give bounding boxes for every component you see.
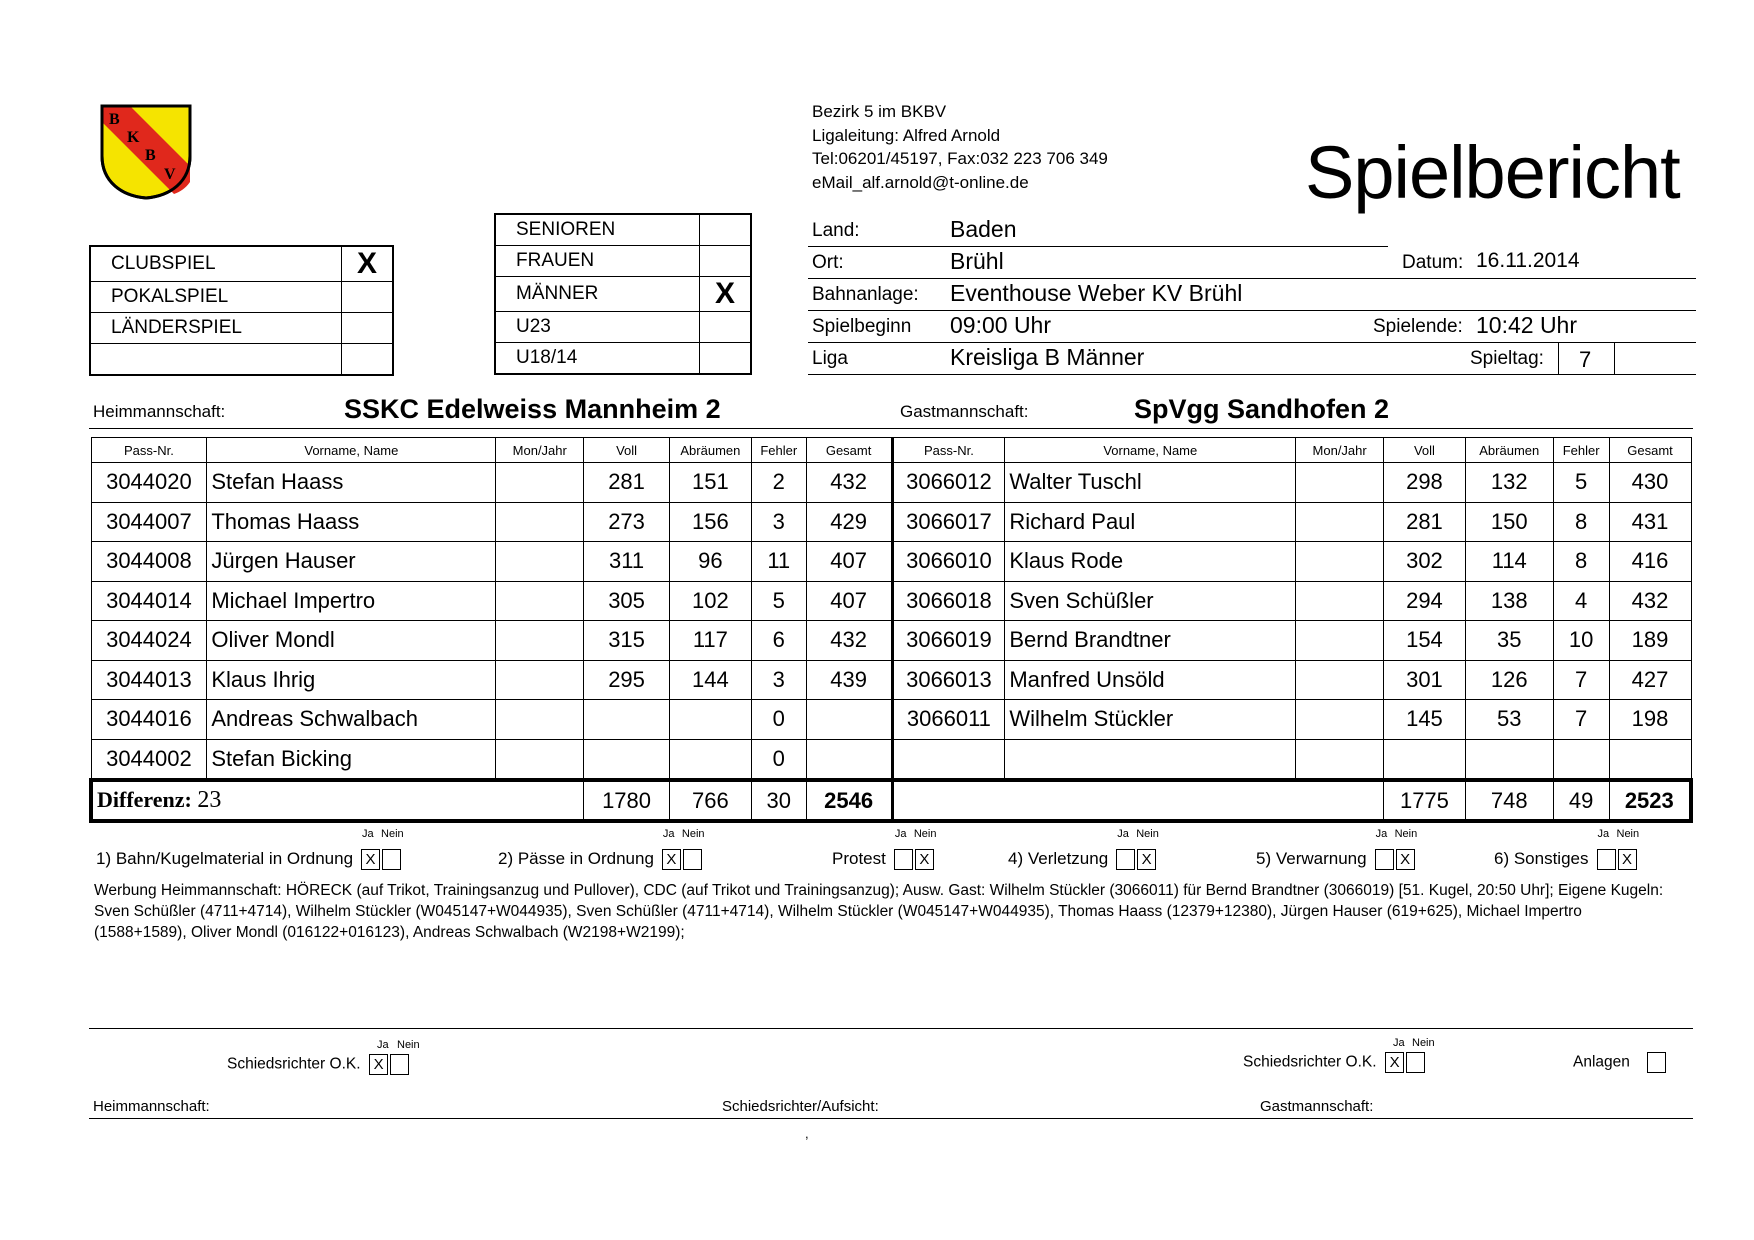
guest-voll-cell[interactable]: 154 — [1384, 621, 1466, 661]
divider — [1614, 342, 1615, 374]
check-label: 1) Bahn/Kugelmaterial in Ordnung — [96, 849, 354, 868]
divider — [1558, 342, 1559, 374]
home-gesamt-cell[interactable]: 407 — [806, 542, 892, 582]
check-item — [832, 849, 936, 870]
nein-label: Nein — [1394, 828, 1418, 841]
referee-ok-label: Schiedsrichter O.K. — [1243, 1053, 1377, 1071]
score-table — [89, 437, 1693, 823]
home-total-abraeumen[interactable]: 766 — [669, 780, 751, 821]
ja-checkbox[interactable] — [1597, 849, 1616, 870]
home-team-label: Heimmannschaft: — [93, 402, 226, 421]
guest-mon-jahr-cell[interactable] — [1296, 542, 1384, 582]
home-gesamt-cell[interactable]: 407 — [806, 581, 892, 621]
difference-cell — [91, 780, 584, 821]
ja-label: Ja — [1375, 828, 1388, 841]
guest-fehler-cell[interactable]: 4 — [1553, 581, 1609, 621]
home-team-name[interactable]: SSKC Edelweiss Mannheim 2 — [344, 394, 721, 424]
logo-letter: B — [109, 111, 120, 128]
home-voll-cell[interactable]: 273 — [584, 502, 670, 542]
nein-label: Nein — [1616, 828, 1640, 841]
divider — [89, 428, 1693, 429]
home-mon-jahr-cell[interactable] — [496, 621, 584, 661]
guest-gesamt-cell[interactable]: 198 — [1609, 700, 1691, 740]
signature-referee-label: Schiedsrichter/Aufsicht: — [722, 1098, 879, 1115]
guest-player-name-cell[interactable] — [1005, 739, 1296, 780]
tel-text: Tel:06201/45197, Fax:032 223 706 349 — [812, 149, 1108, 168]
ja-label: Ja — [377, 1039, 389, 1051]
guest-player-name-cell[interactable]: Klaus Rode — [1005, 542, 1296, 582]
guest-pass-nr-cell[interactable]: 3066010 — [892, 542, 1005, 582]
divider — [808, 342, 1696, 343]
home-player-name-cell[interactable]: Thomas Haass — [207, 502, 496, 542]
home-player-name-cell[interactable]: Oliver Mondl — [207, 621, 496, 661]
guest-player-name-cell[interactable]: Wilhelm Stückler — [1005, 700, 1296, 740]
ja-label: Ja — [894, 828, 907, 841]
nein-checkbox[interactable] — [390, 1054, 409, 1075]
spielende-value[interactable]: 10:42 Uhr — [1476, 312, 1578, 338]
referee-ok-home — [227, 1054, 411, 1075]
home-pass-nr-cell[interactable]: 3044014 — [91, 581, 207, 621]
class-label: FRAUEN — [495, 246, 700, 277]
guest-voll-cell[interactable]: 294 — [1384, 581, 1466, 621]
home-abraeumen-cell[interactable]: 144 — [669, 660, 751, 700]
ja-label: Ja — [1597, 828, 1610, 841]
guest-mon-jahr-cell[interactable] — [1296, 581, 1384, 621]
spieltag-label: Spieltag: — [1470, 348, 1544, 369]
home-pass-nr-cell[interactable]: 3044013 — [91, 660, 207, 700]
ort-label: Ort: — [812, 252, 844, 273]
col-header: Mon/Jahr — [496, 438, 584, 463]
home-pass-nr-cell[interactable]: 3044002 — [91, 739, 207, 780]
check-label: 2) Pässe in Ordnung — [498, 849, 654, 868]
check-item — [1256, 849, 1417, 870]
ja-checkbox[interactable]: X — [1385, 1052, 1404, 1073]
home-abraeumen-cell[interactable]: 117 — [669, 621, 751, 661]
match-type-mark[interactable] — [342, 282, 394, 313]
home-fehler-cell[interactable]: 0 — [751, 739, 806, 780]
guest-pass-nr-cell[interactable]: 3066013 — [892, 660, 1005, 700]
guest-abraeumen-cell[interactable]: 126 — [1465, 660, 1553, 700]
home-mon-jahr-cell[interactable] — [496, 739, 584, 780]
match-type-mark[interactable]: X — [342, 246, 394, 282]
col-header: Pass-Nr. — [892, 438, 1005, 463]
guest-mon-jahr-cell[interactable] — [1296, 463, 1384, 503]
col-header: Vorname, Name — [1005, 438, 1296, 463]
col-header: Vorname, Name — [207, 438, 496, 463]
land-label: Land: — [812, 220, 860, 241]
guest-abraeumen-cell[interactable]: 150 — [1465, 502, 1553, 542]
bahnanlage-value[interactable]: Eventhouse Weber KV Brühl — [950, 280, 1243, 306]
spielbeginn-label: Spielbeginn — [812, 316, 912, 337]
home-total-voll[interactable]: 1780 — [584, 780, 670, 821]
class-mark[interactable] — [700, 246, 752, 277]
nein-checkbox[interactable] — [1406, 1052, 1425, 1073]
ja-label: Ja — [662, 828, 675, 841]
home-player-name-cell[interactable]: Klaus Ihrig — [207, 660, 496, 700]
check-label: 6) Sonstiges — [1494, 849, 1589, 868]
ja-checkbox[interactable]: X — [369, 1054, 388, 1075]
home-mon-jahr-cell[interactable] — [496, 502, 584, 542]
guest-pass-nr-cell[interactable] — [892, 739, 1005, 780]
signature-guest-label: Gastmannschaft: — [1260, 1098, 1374, 1115]
logo-letter: B — [145, 147, 156, 164]
guest-gesamt-cell[interactable]: 432 — [1609, 581, 1691, 621]
liga-value[interactable]: Kreisliga B Männer — [950, 344, 1145, 370]
player-row — [91, 660, 1691, 700]
guest-fehler-cell[interactable]: 10 — [1553, 621, 1609, 661]
guest-abraeumen-cell[interactable] — [1465, 739, 1553, 780]
home-total-fehler[interactable]: 30 — [751, 780, 806, 821]
home-voll-cell[interactable]: 315 — [584, 621, 670, 661]
anlagen-checkbox[interactable] — [1647, 1052, 1666, 1073]
player-row — [91, 542, 1691, 582]
col-header: Abräumen — [669, 438, 751, 463]
col-header: Pass-Nr. — [91, 438, 207, 463]
guest-mon-jahr-cell[interactable] — [1296, 700, 1384, 740]
nein-label: Nein — [1136, 828, 1159, 841]
totals-row — [91, 780, 1691, 821]
class-mark[interactable]: X — [700, 277, 752, 312]
guest-fehler-cell[interactable]: 7 — [1553, 660, 1609, 700]
nein-checkbox[interactable]: X — [1618, 849, 1637, 870]
home-player-name-cell[interactable]: Michael Impertro — [207, 581, 496, 621]
home-gesamt-cell[interactable]: 439 — [806, 660, 892, 700]
difference-label: Differenz: — [97, 787, 192, 812]
guest-fehler-cell[interactable]: 8 — [1553, 542, 1609, 582]
guest-team-label: Gastmannschaft: — [900, 402, 1029, 421]
nein-label: Nein — [1412, 1037, 1435, 1049]
guest-player-name-cell[interactable]: Manfred Unsöld — [1005, 660, 1296, 700]
guest-voll-cell[interactable]: 281 — [1384, 502, 1466, 542]
bezirk-text: Bezirk 5 im BKBV — [812, 102, 947, 121]
guest-abraeumen-cell[interactable]: 53 — [1465, 700, 1553, 740]
nein-checkbox[interactable]: X — [1396, 849, 1415, 870]
nein-checkbox[interactable] — [683, 849, 702, 870]
check-label: 5) Verwarnung — [1256, 849, 1367, 868]
home-abraeumen-cell[interactable] — [669, 700, 751, 740]
home-voll-cell[interactable] — [584, 739, 670, 780]
player-row — [91, 739, 1691, 780]
class-label: U18/14 — [495, 343, 700, 375]
home-mon-jahr-cell[interactable] — [496, 581, 584, 621]
class-box — [494, 213, 752, 375]
match-type-label: LÄNDERSPIEL — [90, 313, 342, 344]
home-voll-cell[interactable]: 281 — [584, 463, 670, 503]
ja-checkbox[interactable]: X — [361, 849, 380, 870]
bahnanlage-label: Bahnanlage: — [812, 284, 919, 305]
guest-fehler-cell[interactable]: 5 — [1553, 463, 1609, 503]
guest-pass-nr-cell[interactable]: 3066011 — [892, 700, 1005, 740]
home-gesamt-cell[interactable] — [806, 739, 892, 780]
guest-gesamt-cell[interactable]: 189 — [1609, 621, 1691, 661]
guest-abraeumen-cell[interactable]: 132 — [1465, 463, 1553, 503]
class-mark[interactable] — [700, 343, 752, 375]
guest-total-fehler[interactable]: 49 — [1553, 780, 1609, 821]
class-label: U23 — [495, 312, 700, 343]
guest-mon-jahr-cell[interactable] — [1296, 660, 1384, 700]
guest-voll-cell[interactable]: 298 — [1384, 463, 1466, 503]
guest-total-gesamt[interactable]: 2523 — [1609, 780, 1691, 821]
guest-gesamt-cell[interactable]: 416 — [1609, 542, 1691, 582]
check-label: Protest — [832, 849, 886, 868]
home-mon-jahr-cell[interactable] — [496, 700, 584, 740]
signature-line — [89, 1118, 1693, 1119]
home-fehler-cell[interactable]: 11 — [751, 542, 806, 582]
ja-label: Ja — [1393, 1037, 1405, 1049]
guest-gesamt-cell[interactable] — [1609, 739, 1691, 780]
guest-voll-cell[interactable]: 301 — [1384, 660, 1466, 700]
guest-voll-cell[interactable]: 145 — [1384, 700, 1466, 740]
col-header: Voll — [1384, 438, 1466, 463]
col-header: Fehler — [751, 438, 806, 463]
col-header: Voll — [584, 438, 670, 463]
guest-pass-nr-cell[interactable]: 3066012 — [892, 463, 1005, 503]
home-player-name-cell[interactable]: Jürgen Hauser — [207, 542, 496, 582]
home-fehler-cell[interactable]: 5 — [751, 581, 806, 621]
logo-letter: K — [127, 129, 140, 146]
col-header: Gesamt — [806, 438, 892, 463]
player-row — [91, 621, 1691, 661]
organizer-info — [812, 100, 1108, 194]
player-row — [91, 463, 1691, 503]
match-type-label — [90, 344, 342, 376]
home-fehler-cell[interactable]: 2 — [751, 463, 806, 503]
home-pass-nr-cell[interactable]: 3044024 — [91, 621, 207, 661]
home-abraeumen-cell[interactable] — [669, 739, 751, 780]
home-fehler-cell[interactable]: 6 — [751, 621, 806, 661]
col-header: Mon/Jahr — [1296, 438, 1384, 463]
signature-home-label: Heimmannschaft: — [93, 1098, 210, 1115]
ja-checkbox[interactable]: X — [662, 849, 681, 870]
match-type-label: CLUBSPIEL — [90, 246, 342, 282]
home-player-name-cell[interactable]: Stefan Haass — [207, 463, 496, 503]
home-fehler-cell[interactable]: 3 — [751, 660, 806, 700]
match-type-label: POKALSPIEL — [90, 282, 342, 313]
home-pass-nr-cell[interactable]: 3044016 — [91, 700, 207, 740]
home-player-name-cell[interactable]: Andreas Schwalbach — [207, 700, 496, 740]
guest-fehler-cell[interactable]: 8 — [1553, 502, 1609, 542]
nein-checkbox[interactable]: X — [915, 849, 934, 870]
guest-fehler-cell[interactable] — [1553, 739, 1609, 780]
guest-abraeumen-cell[interactable]: 35 — [1465, 621, 1553, 661]
home-abraeumen-cell[interactable]: 151 — [669, 463, 751, 503]
guest-player-name-cell[interactable]: Richard Paul — [1005, 502, 1296, 542]
class-label: MÄNNER — [495, 277, 700, 312]
guest-voll-cell[interactable]: 302 — [1384, 542, 1466, 582]
class-mark[interactable] — [700, 312, 752, 343]
home-abraeumen-cell[interactable]: 156 — [669, 502, 751, 542]
home-gesamt-cell[interactable]: 429 — [806, 502, 892, 542]
attachments — [1573, 1052, 1668, 1073]
match-type-box — [89, 245, 394, 376]
spielbeginn-value[interactable]: 09:00 Uhr — [950, 312, 1052, 338]
nein-label: Nein — [397, 1039, 420, 1051]
remarks-text: Werbung Heimmannschaft: HÖRECK (auf Trikot, Trainingsanzug und Pullover), CDC (auf Trikot und Trainingsanzug); Ausw. Gast: Wilhelm Stückler (3066011) für Bernd Brandtner (3066019) [51. Kugel, 20:50 Uhr]; Eigene Kugeln: Sven Schüßler (4711+4714), Wilhelm Stückler (W045147+W044935), Sven Schüßler (4711+4714), Wilhelm Stückler (W045147+W044935), Thomas Haass (12379+12380), Jürgen Hauser (619+625), Michael Impertro (1588+1589), Oliver Mondl (016122+016123), Andreas Schwalbach (W2198+W2199); — [94, 882, 1664, 941]
logo-letter: V — [164, 166, 176, 183]
check-label: 4) Verletzung — [1008, 849, 1109, 868]
divider — [808, 278, 1696, 279]
guest-player-name-cell[interactable]: Walter Tuschl — [1005, 463, 1296, 503]
guest-mon-jahr-cell[interactable] — [1296, 502, 1384, 542]
nein-checkbox[interactable] — [382, 849, 401, 870]
guest-pass-nr-cell[interactable]: 3066017 — [892, 502, 1005, 542]
home-abraeumen-cell[interactable]: 102 — [669, 581, 751, 621]
guest-total-spacer — [892, 780, 1384, 821]
home-abraeumen-cell[interactable]: 96 — [669, 542, 751, 582]
guest-team-name[interactable]: SpVgg Sandhofen 2 — [1134, 394, 1390, 424]
guest-total-voll[interactable]: 1775 — [1384, 780, 1466, 821]
home-mon-jahr-cell[interactable] — [496, 660, 584, 700]
liga-label: Liga — [812, 348, 848, 369]
home-total-gesamt[interactable]: 2546 — [806, 780, 892, 821]
guest-mon-jahr-cell[interactable] — [1296, 739, 1384, 780]
home-mon-jahr-cell[interactable] — [496, 463, 584, 503]
home-fehler-cell[interactable]: 0 — [751, 700, 806, 740]
home-player-name-cell[interactable]: Stefan Bicking — [207, 739, 496, 780]
guest-player-name-cell[interactable]: Bernd Brandtner — [1005, 621, 1296, 661]
check-item — [96, 849, 403, 870]
guest-total-abraeumen[interactable]: 748 — [1465, 780, 1553, 821]
divider — [808, 374, 1696, 375]
divider — [808, 246, 1388, 247]
player-row — [91, 581, 1691, 621]
referee-ok-guest — [1243, 1052, 1427, 1073]
referee-ok-label: Schiedsrichter O.K. — [227, 1055, 361, 1073]
guest-gesamt-cell[interactable]: 430 — [1609, 463, 1691, 503]
match-type-mark[interactable] — [342, 313, 394, 344]
match-type-mark[interactable] — [342, 344, 394, 376]
ja-checkbox[interactable] — [1375, 849, 1394, 870]
table-header-row — [91, 438, 1691, 463]
guest-fehler-cell[interactable]: 7 — [1553, 700, 1609, 740]
bkbv-logo — [100, 104, 192, 200]
home-gesamt-cell[interactable]: 432 — [806, 463, 892, 503]
nein-label: Nein — [913, 828, 937, 841]
nein-label: Nein — [381, 828, 404, 841]
check-item — [498, 849, 704, 870]
guest-player-name-cell[interactable]: Sven Schüßler — [1005, 581, 1296, 621]
ligaleitung-text: Ligaleitung: Alfred Arnold — [812, 125, 1001, 145]
player-row — [91, 700, 1691, 740]
guest-pass-nr-cell[interactable]: 3066018 — [892, 581, 1005, 621]
home-voll-cell[interactable]: 311 — [584, 542, 670, 582]
datum-label: Datum: — [1402, 252, 1464, 273]
player-row — [91, 502, 1691, 542]
divider — [89, 1028, 1693, 1029]
anlagen-label: Anlagen — [1573, 1053, 1630, 1071]
guest-voll-cell[interactable] — [1384, 739, 1466, 780]
class-label: SENIOREN — [495, 214, 700, 246]
spieltag-value[interactable]: 7 — [1579, 347, 1592, 372]
guest-gesamt-cell[interactable]: 427 — [1609, 660, 1691, 700]
spielende-label: Spielende: — [1373, 316, 1463, 337]
difference-value[interactable]: 23 — [197, 787, 222, 813]
ja-label: Ja — [1117, 828, 1129, 841]
check-item — [1494, 849, 1639, 870]
home-pass-nr-cell[interactable]: 3044007 — [91, 502, 207, 542]
email-text: eMail_alf.arnold@t-online.de — [812, 172, 1029, 192]
ja-checkbox[interactable] — [1116, 849, 1135, 870]
home-gesamt-cell[interactable]: 432 — [806, 621, 892, 661]
home-pass-nr-cell[interactable]: 3044020 — [91, 463, 207, 503]
col-header: Gesamt — [1609, 438, 1691, 463]
guest-abraeumen-cell[interactable]: 138 — [1465, 581, 1553, 621]
home-gesamt-cell[interactable] — [806, 700, 892, 740]
divider — [808, 310, 1696, 311]
home-fehler-cell[interactable]: 3 — [751, 502, 806, 542]
ja-label: Ja — [362, 828, 374, 841]
home-voll-cell[interactable]: 295 — [584, 660, 670, 700]
datum-value[interactable]: 16.11.2014 — [1476, 249, 1580, 272]
home-voll-cell[interactable] — [584, 700, 670, 740]
land-value[interactable]: Baden — [950, 216, 1017, 242]
guest-pass-nr-cell[interactable]: 3066019 — [892, 621, 1005, 661]
guest-mon-jahr-cell[interactable] — [1296, 621, 1384, 661]
home-pass-nr-cell[interactable]: 3044008 — [91, 542, 207, 582]
nein-label: Nein — [681, 828, 705, 841]
home-voll-cell[interactable]: 305 — [584, 581, 670, 621]
class-mark[interactable] — [700, 214, 752, 246]
nein-checkbox[interactable]: X — [1137, 849, 1156, 870]
check-item — [1008, 849, 1158, 870]
guest-gesamt-cell[interactable]: 431 — [1609, 502, 1691, 542]
home-mon-jahr-cell[interactable] — [496, 542, 584, 582]
page-title: Spielbericht — [1305, 131, 1680, 214]
col-header: Abräumen — [1465, 438, 1553, 463]
stray-comma: , — [805, 1126, 809, 1141]
guest-abraeumen-cell[interactable]: 114 — [1465, 542, 1553, 582]
col-header: Fehler — [1553, 438, 1609, 463]
ja-checkbox[interactable] — [894, 849, 913, 870]
ort-value[interactable]: Brühl — [950, 248, 1004, 274]
